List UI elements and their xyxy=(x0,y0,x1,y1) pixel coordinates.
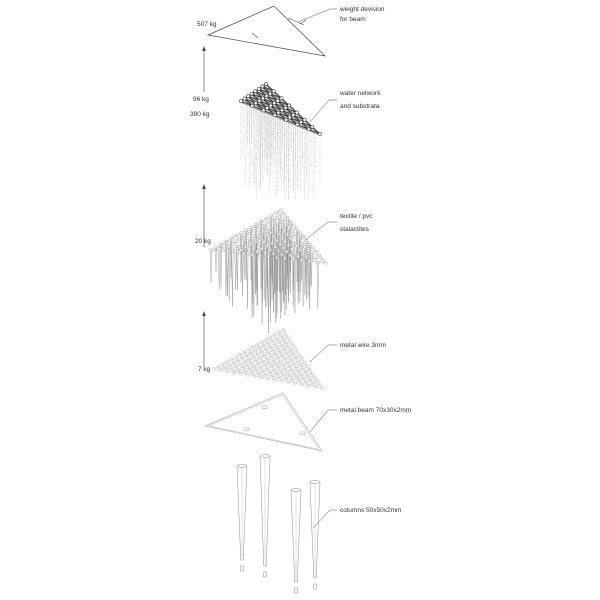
stalactite xyxy=(311,255,313,286)
water-node xyxy=(247,95,250,98)
textile-node xyxy=(312,247,315,250)
textile-node xyxy=(259,254,262,257)
water-node xyxy=(261,97,264,100)
textile-node xyxy=(273,235,276,238)
column-foot xyxy=(241,566,244,571)
stalactite xyxy=(245,230,247,280)
column-cap xyxy=(260,455,270,458)
stalactite xyxy=(253,248,255,316)
textile-node xyxy=(245,229,248,232)
water-network-label-line1: water network xyxy=(340,90,381,97)
textile-node xyxy=(258,227,261,230)
column-cap xyxy=(291,489,301,492)
textile-node xyxy=(215,246,218,249)
water-node xyxy=(303,118,306,121)
weight-division-label-line1: weight devision xyxy=(340,6,385,13)
column-cap xyxy=(310,481,320,484)
leader-line-metal-beam xyxy=(310,410,337,432)
water-node xyxy=(280,109,283,112)
textile-node xyxy=(283,212,286,215)
textile-node xyxy=(263,241,266,244)
weight-507-label: 507 kg xyxy=(197,21,217,28)
textile-node xyxy=(289,237,292,240)
textile-node xyxy=(210,249,213,252)
column-foot xyxy=(314,584,317,589)
textile-node xyxy=(275,256,278,259)
textile-node xyxy=(288,227,291,230)
textile-node xyxy=(302,235,305,238)
leader-line-weight-division xyxy=(298,9,337,22)
textile-node xyxy=(268,221,271,224)
textile-node xyxy=(280,209,283,212)
textile-node xyxy=(305,256,308,259)
textile-node xyxy=(239,249,242,252)
column-cap xyxy=(237,465,247,468)
stalactite xyxy=(317,262,319,308)
stalactite xyxy=(302,254,304,307)
stalactite xyxy=(268,257,270,334)
textile-node xyxy=(318,254,321,257)
textile-node xyxy=(225,240,228,243)
textile-node xyxy=(300,259,303,262)
textile-node xyxy=(238,238,241,241)
water-node xyxy=(318,132,321,135)
textile-node xyxy=(270,214,273,217)
metal-beam-label: metal beam 70x30x2mm xyxy=(340,407,412,414)
textile-node xyxy=(226,251,229,254)
leader-line-columns xyxy=(313,510,337,528)
textile-node xyxy=(256,250,259,253)
stalactites xyxy=(210,216,318,333)
water-node xyxy=(273,102,276,105)
textile-node xyxy=(309,243,312,246)
water-node xyxy=(250,92,253,95)
load-arrow-head xyxy=(202,184,206,189)
textile-node xyxy=(284,240,287,243)
textile-node xyxy=(293,224,296,227)
leader-line-water-network xyxy=(310,100,337,122)
water-node xyxy=(254,102,257,105)
textile-node xyxy=(286,233,289,236)
textile-node xyxy=(302,252,305,255)
load-arrow-head xyxy=(202,46,206,51)
textile-node xyxy=(291,230,294,233)
textile-node xyxy=(294,234,297,237)
water-network-label-line2: and substrata xyxy=(340,103,380,110)
textile-node xyxy=(316,261,319,264)
textile-node xyxy=(307,249,310,252)
textile-node xyxy=(299,231,302,234)
textile-node xyxy=(255,223,258,226)
textile-node xyxy=(300,242,303,245)
textile-node xyxy=(241,242,244,245)
textile-node xyxy=(266,228,269,231)
textile-node xyxy=(271,242,274,245)
textile-node xyxy=(286,216,289,219)
wire-line xyxy=(228,337,288,371)
water-node xyxy=(292,113,295,116)
water-node xyxy=(269,92,272,95)
water-node xyxy=(257,87,260,90)
textile-node xyxy=(266,245,269,248)
textile-node xyxy=(283,230,286,233)
stalactite xyxy=(218,251,220,290)
leader-line-metal-wire xyxy=(310,345,337,362)
textile-node xyxy=(304,246,307,249)
water-node xyxy=(299,121,302,124)
textile-node xyxy=(278,215,281,218)
water-node xyxy=(285,118,288,121)
textile-node xyxy=(223,247,226,250)
textile-node xyxy=(249,243,252,246)
textile-node xyxy=(269,249,272,252)
textile-node xyxy=(308,260,311,263)
textile-node xyxy=(251,253,254,256)
textile-node xyxy=(315,250,318,253)
water-node xyxy=(239,99,242,102)
textile-node xyxy=(218,250,221,253)
leader-line-textile xyxy=(305,222,337,240)
textile-node xyxy=(313,257,316,260)
water-node xyxy=(296,123,299,126)
metal-wire-mesh xyxy=(212,328,323,389)
metal-wire-label: metal wire 3mm xyxy=(340,342,386,349)
column-foot xyxy=(295,588,298,593)
stalactite xyxy=(294,253,296,313)
water-node xyxy=(243,97,246,100)
water-node xyxy=(273,114,276,117)
textile-node xyxy=(261,248,264,251)
textile-node xyxy=(263,224,266,227)
textile-node xyxy=(282,247,285,250)
textile-node xyxy=(251,236,254,239)
textile-node xyxy=(260,220,263,223)
water-node xyxy=(311,125,314,128)
textile-node xyxy=(297,255,300,258)
beam-joint xyxy=(244,428,249,431)
textile-node xyxy=(278,232,281,235)
textile-label-line1: textile / pvc xyxy=(340,213,373,220)
wire-line xyxy=(279,332,286,333)
textile-node xyxy=(264,251,267,254)
textile-node xyxy=(228,244,231,247)
textile-node xyxy=(280,253,283,256)
textile-node xyxy=(289,254,292,257)
water-node xyxy=(265,94,268,97)
weight-390-label: 390 kg xyxy=(190,111,210,118)
water-node xyxy=(258,99,261,102)
water-node xyxy=(262,109,265,112)
metal-beam-frame xyxy=(205,393,322,451)
beam-joint xyxy=(300,432,305,435)
water-node xyxy=(280,97,283,100)
textile-node xyxy=(325,262,328,265)
textile-node xyxy=(281,236,284,239)
water-node xyxy=(254,90,257,93)
textile-node xyxy=(289,220,292,223)
textile-node xyxy=(248,232,251,235)
stalactite xyxy=(228,245,230,301)
textile-node xyxy=(230,237,233,240)
textile-node xyxy=(250,226,253,229)
weight-division-triangle xyxy=(208,6,325,56)
water-network-lattice xyxy=(239,82,321,135)
weight-division-label-line2: for beam xyxy=(340,16,366,23)
columns-label: columns 50x50x2mm xyxy=(340,507,402,514)
textile-node xyxy=(234,251,237,254)
textile-node xyxy=(296,228,299,231)
beam-outer-edge xyxy=(205,393,322,451)
textile-node xyxy=(246,239,249,242)
textile-node xyxy=(271,225,274,228)
textile-node xyxy=(235,234,238,237)
wire-line xyxy=(244,352,305,363)
water-node xyxy=(264,82,267,85)
water-node xyxy=(277,111,280,114)
textile-node xyxy=(321,258,324,261)
textile-node xyxy=(267,255,270,258)
water-node xyxy=(288,104,291,107)
textile-node xyxy=(254,240,257,243)
textile-node xyxy=(284,223,287,226)
textile-node xyxy=(276,239,279,242)
textile-node xyxy=(290,248,293,251)
textile-node xyxy=(275,212,278,215)
textile-node xyxy=(220,243,223,246)
textile-node xyxy=(244,246,247,249)
weight-20-label: 20 kg xyxy=(195,238,211,245)
textile-node xyxy=(295,245,298,248)
textile-node xyxy=(256,233,259,236)
textile-node xyxy=(287,244,290,247)
weight-96-label: 96 kg xyxy=(193,96,209,103)
stalactite xyxy=(210,250,212,283)
textile-node xyxy=(277,249,280,252)
textile-node xyxy=(259,237,262,240)
textile-node xyxy=(284,257,287,260)
textile-node xyxy=(292,241,295,244)
water-node xyxy=(288,116,291,119)
textile-node xyxy=(310,253,313,256)
textile-node xyxy=(279,243,282,246)
textile-node xyxy=(276,222,279,225)
wire-line xyxy=(315,384,319,386)
textile-node xyxy=(231,248,234,251)
wire-line xyxy=(221,334,286,371)
water-node xyxy=(295,111,298,114)
division-mark xyxy=(288,18,304,25)
water-node xyxy=(266,106,269,109)
textile-node xyxy=(261,231,264,234)
water-node xyxy=(307,128,310,131)
textile-node xyxy=(233,241,236,244)
textile-node xyxy=(243,235,246,238)
water-node xyxy=(251,104,254,107)
beam-joint xyxy=(262,406,267,409)
textile-node xyxy=(272,252,275,255)
textile-node xyxy=(279,226,282,229)
column-foot xyxy=(264,572,267,577)
textile-node xyxy=(264,234,267,237)
textile-node xyxy=(268,238,271,241)
stalactite xyxy=(227,252,229,296)
textile-node xyxy=(258,244,261,247)
wire-line xyxy=(266,340,295,384)
textile-node xyxy=(274,246,277,249)
textile-node xyxy=(294,251,297,254)
textile-node xyxy=(253,230,256,233)
weight-division-layer xyxy=(208,6,325,56)
textile-node xyxy=(240,232,243,235)
textile-node xyxy=(265,217,268,220)
textile-node xyxy=(285,250,288,253)
wire-line xyxy=(270,337,290,341)
water-node xyxy=(269,104,272,107)
division-mark xyxy=(252,33,258,38)
load-arrow-head xyxy=(202,311,206,316)
columns-group xyxy=(237,455,320,594)
textile-node xyxy=(274,229,277,232)
water-node xyxy=(272,90,275,93)
textile-node xyxy=(292,258,295,261)
wire-line xyxy=(253,347,300,355)
water-node xyxy=(261,85,264,88)
textile-node xyxy=(253,247,256,250)
water-node xyxy=(276,99,279,102)
weight-7-label: 7 kg xyxy=(198,366,211,373)
textile-node xyxy=(236,245,239,248)
textile-node xyxy=(297,238,300,241)
textile-label-line2: stalactites xyxy=(340,226,369,233)
stalactite xyxy=(232,249,234,307)
textile-node xyxy=(299,248,302,251)
textile-node xyxy=(243,252,246,255)
stalactite xyxy=(235,253,237,290)
textile-node xyxy=(281,219,284,222)
textile-node xyxy=(248,250,251,253)
textile-node xyxy=(269,231,272,234)
water-node xyxy=(284,106,287,109)
textile-node xyxy=(273,218,276,221)
